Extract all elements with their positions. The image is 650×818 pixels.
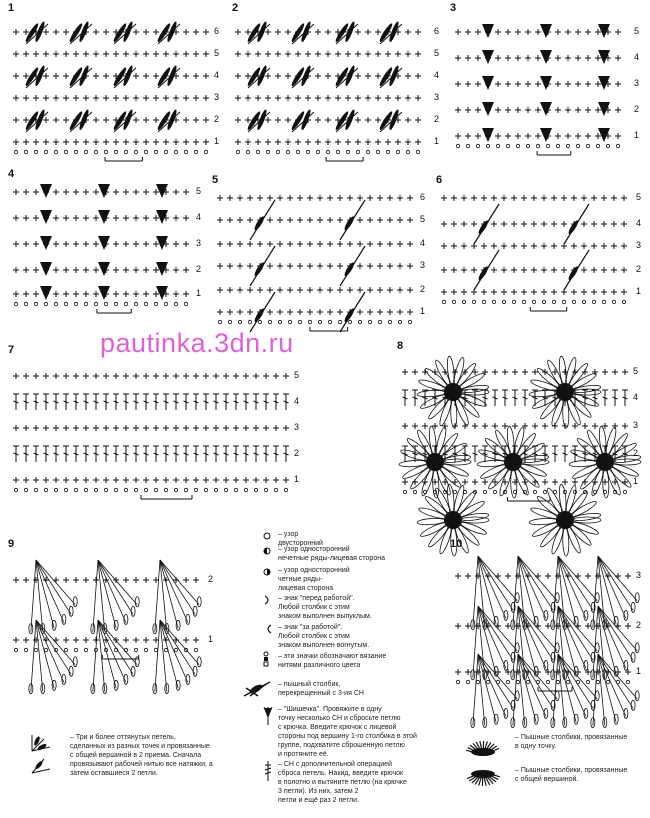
- chart-panel-9: [6, 540, 220, 690]
- row-number: 3: [420, 260, 426, 270]
- legend-text: – Пышные столбики, провязанные в одну точку.: [515, 734, 628, 750]
- stitch-chart: [6, 170, 208, 330]
- chart-panel-5: [210, 176, 432, 326]
- stitch-chart: [6, 346, 306, 516]
- panel-number: 10: [450, 538, 463, 550]
- panel-number: 6: [436, 174, 443, 186]
- row-number: 2: [294, 448, 300, 458]
- row-number: 3: [434, 92, 440, 102]
- row-number: 2: [434, 114, 440, 124]
- legend-text: – знак "перед работой". Любой столбик с этим знаком выполнен выпуклым.: [278, 595, 372, 620]
- stitch-chart: [228, 4, 446, 164]
- row-number: 5: [196, 186, 202, 196]
- legend-puff-one-point: [455, 733, 627, 759]
- legend-front-work: [262, 594, 372, 621]
- row-number: 1: [636, 666, 642, 676]
- row-number: 1: [214, 136, 220, 146]
- color-squares-icon: [262, 652, 274, 664]
- panel-number: 7: [8, 344, 15, 356]
- panel-number: 3: [450, 2, 457, 14]
- watermark: pautinka.3dn.ru: [100, 328, 294, 358]
- legend-one-sided-even: [262, 566, 350, 593]
- legend-text: – знак "за работой". Любой столбик с этим знаком выполнен вогнутым.: [278, 624, 370, 649]
- row-number: 4: [294, 396, 300, 406]
- back-sign-icon: [262, 623, 274, 635]
- legend-three-or-more: [30, 733, 213, 778]
- chart-panel-2: [228, 4, 446, 164]
- row-number: 5: [636, 192, 642, 202]
- chart-panel-8: [395, 342, 645, 532]
- panel-number: 2: [232, 2, 239, 14]
- row-number: 1: [634, 130, 640, 140]
- row-number: 3: [196, 238, 202, 248]
- row-number: 2: [634, 104, 640, 114]
- row-number: 5: [633, 366, 639, 376]
- row-number: 4: [634, 52, 640, 62]
- row-number: 4: [434, 70, 440, 80]
- row-number: 3: [636, 240, 642, 250]
- legend-extended-dc: [262, 760, 407, 805]
- fan-one-point-icon: [455, 733, 511, 759]
- row-number: 4: [636, 218, 642, 228]
- stitch-chart: [448, 4, 646, 174]
- row-number: 1: [434, 136, 440, 146]
- row-number: 6: [434, 26, 440, 36]
- stitch-chart: [210, 176, 432, 326]
- row-number: 4: [196, 212, 202, 222]
- legend-puff-common-top: [455, 766, 627, 792]
- chart-panel-4: [6, 170, 208, 330]
- stitch-chart: [395, 342, 645, 532]
- open-circle-icon: [262, 530, 274, 542]
- stitch-chart: [448, 540, 648, 700]
- row-number: 4: [214, 70, 220, 80]
- legend-text: – эти значки обозначают вязание нитями различного цвета: [278, 653, 387, 669]
- row-number: 5: [294, 370, 300, 380]
- legend-text: – Три и более оттянутых петель, сделанных из разных точек и провязанные с общей вершиной в 2 приема. Сначала провязывают рабочей нитью все натяжки, а затем оставшиеся 2 петли.: [70, 734, 213, 777]
- row-number: 3: [636, 570, 642, 580]
- front-sign-icon: [262, 594, 274, 606]
- stitch-chart: [6, 4, 226, 164]
- legend-one-sided-odd: [262, 545, 385, 563]
- panel-number: 8: [397, 340, 404, 352]
- row-number: 2: [208, 574, 214, 584]
- row-number: 3: [634, 78, 640, 88]
- row-number: 3: [214, 92, 220, 102]
- row-number: 1: [294, 474, 300, 484]
- row-number: 4: [633, 392, 639, 402]
- legend-back-work: [262, 623, 369, 650]
- half-circle-icon: [262, 545, 274, 557]
- half-circle-right-icon: [262, 566, 274, 578]
- row-number: 6: [214, 26, 220, 36]
- row-number: 5: [214, 48, 220, 58]
- stitch-chart: [434, 176, 648, 326]
- drawn-loops-icon: [30, 733, 66, 775]
- panel-number: 9: [8, 538, 15, 550]
- panel-number: 1: [8, 2, 15, 14]
- row-number: 1: [636, 286, 642, 296]
- row-number: 5: [434, 48, 440, 58]
- row-number: 4: [420, 238, 426, 248]
- bump-icon: [262, 705, 274, 717]
- row-number: 2: [636, 264, 642, 274]
- legend-text: – узор односторонний четные ряды- лицевая сторона: [278, 567, 350, 592]
- chart-panel-7: [6, 346, 306, 516]
- row-number: 1: [420, 306, 426, 316]
- fan-common-top-icon: [455, 766, 511, 792]
- legend-text: – "Шишечка". Провяжите в одну точку несколько СН и сбросьте петлю с крючка. Введите крючок с лицевой стороны под вершину 1-го столбика в этой группе, подхватите сброшенную петлю и протяните её.: [278, 706, 417, 758]
- panel-number: 4: [8, 168, 15, 180]
- row-number: 3: [294, 422, 300, 432]
- chart-panel-1: [6, 4, 226, 164]
- legend-colors: [262, 652, 386, 670]
- extended-dc-icon: [262, 760, 274, 772]
- row-number: 5: [420, 214, 426, 224]
- legend-bump: [262, 705, 417, 759]
- row-number: 1: [208, 634, 214, 644]
- chart-panel-6: [434, 176, 648, 326]
- row-number: 2: [633, 448, 639, 458]
- row-number: 1: [633, 476, 639, 486]
- row-number: 3: [633, 420, 639, 430]
- legend-text: – пышный столбик, перекрещенный с 3-ия СН: [278, 681, 364, 697]
- legend-puff-crossed: [240, 680, 364, 698]
- chart-panel-3: [448, 4, 646, 174]
- legend-text: – Пышные столбики, провязанные с общей вершиной.: [515, 767, 628, 783]
- stitch-chart: [6, 540, 220, 690]
- row-number: 1: [196, 288, 202, 298]
- legend-text: – узор двусторонний: [278, 531, 323, 547]
- row-number: 2: [196, 264, 202, 274]
- row-number: 2: [214, 114, 220, 124]
- puff-crossed-icon: [240, 680, 274, 692]
- chart-panel-10: [448, 540, 648, 700]
- row-number: 2: [420, 284, 426, 294]
- legend-text: – узор односторонний нечетные ряды-лицевая сторона: [278, 546, 385, 562]
- legend-text: – СН с дополнительной операцией сброса петель. Накид, введите крючок в полотно и вытяните петлю (на крючке 3 петли). Из них, затем 2 петли и ещё раз 2 петли.: [278, 761, 407, 804]
- row-number: 5: [634, 26, 640, 36]
- row-number: 6: [420, 192, 426, 202]
- row-number: 2: [636, 620, 642, 630]
- panel-number: 5: [212, 174, 219, 186]
